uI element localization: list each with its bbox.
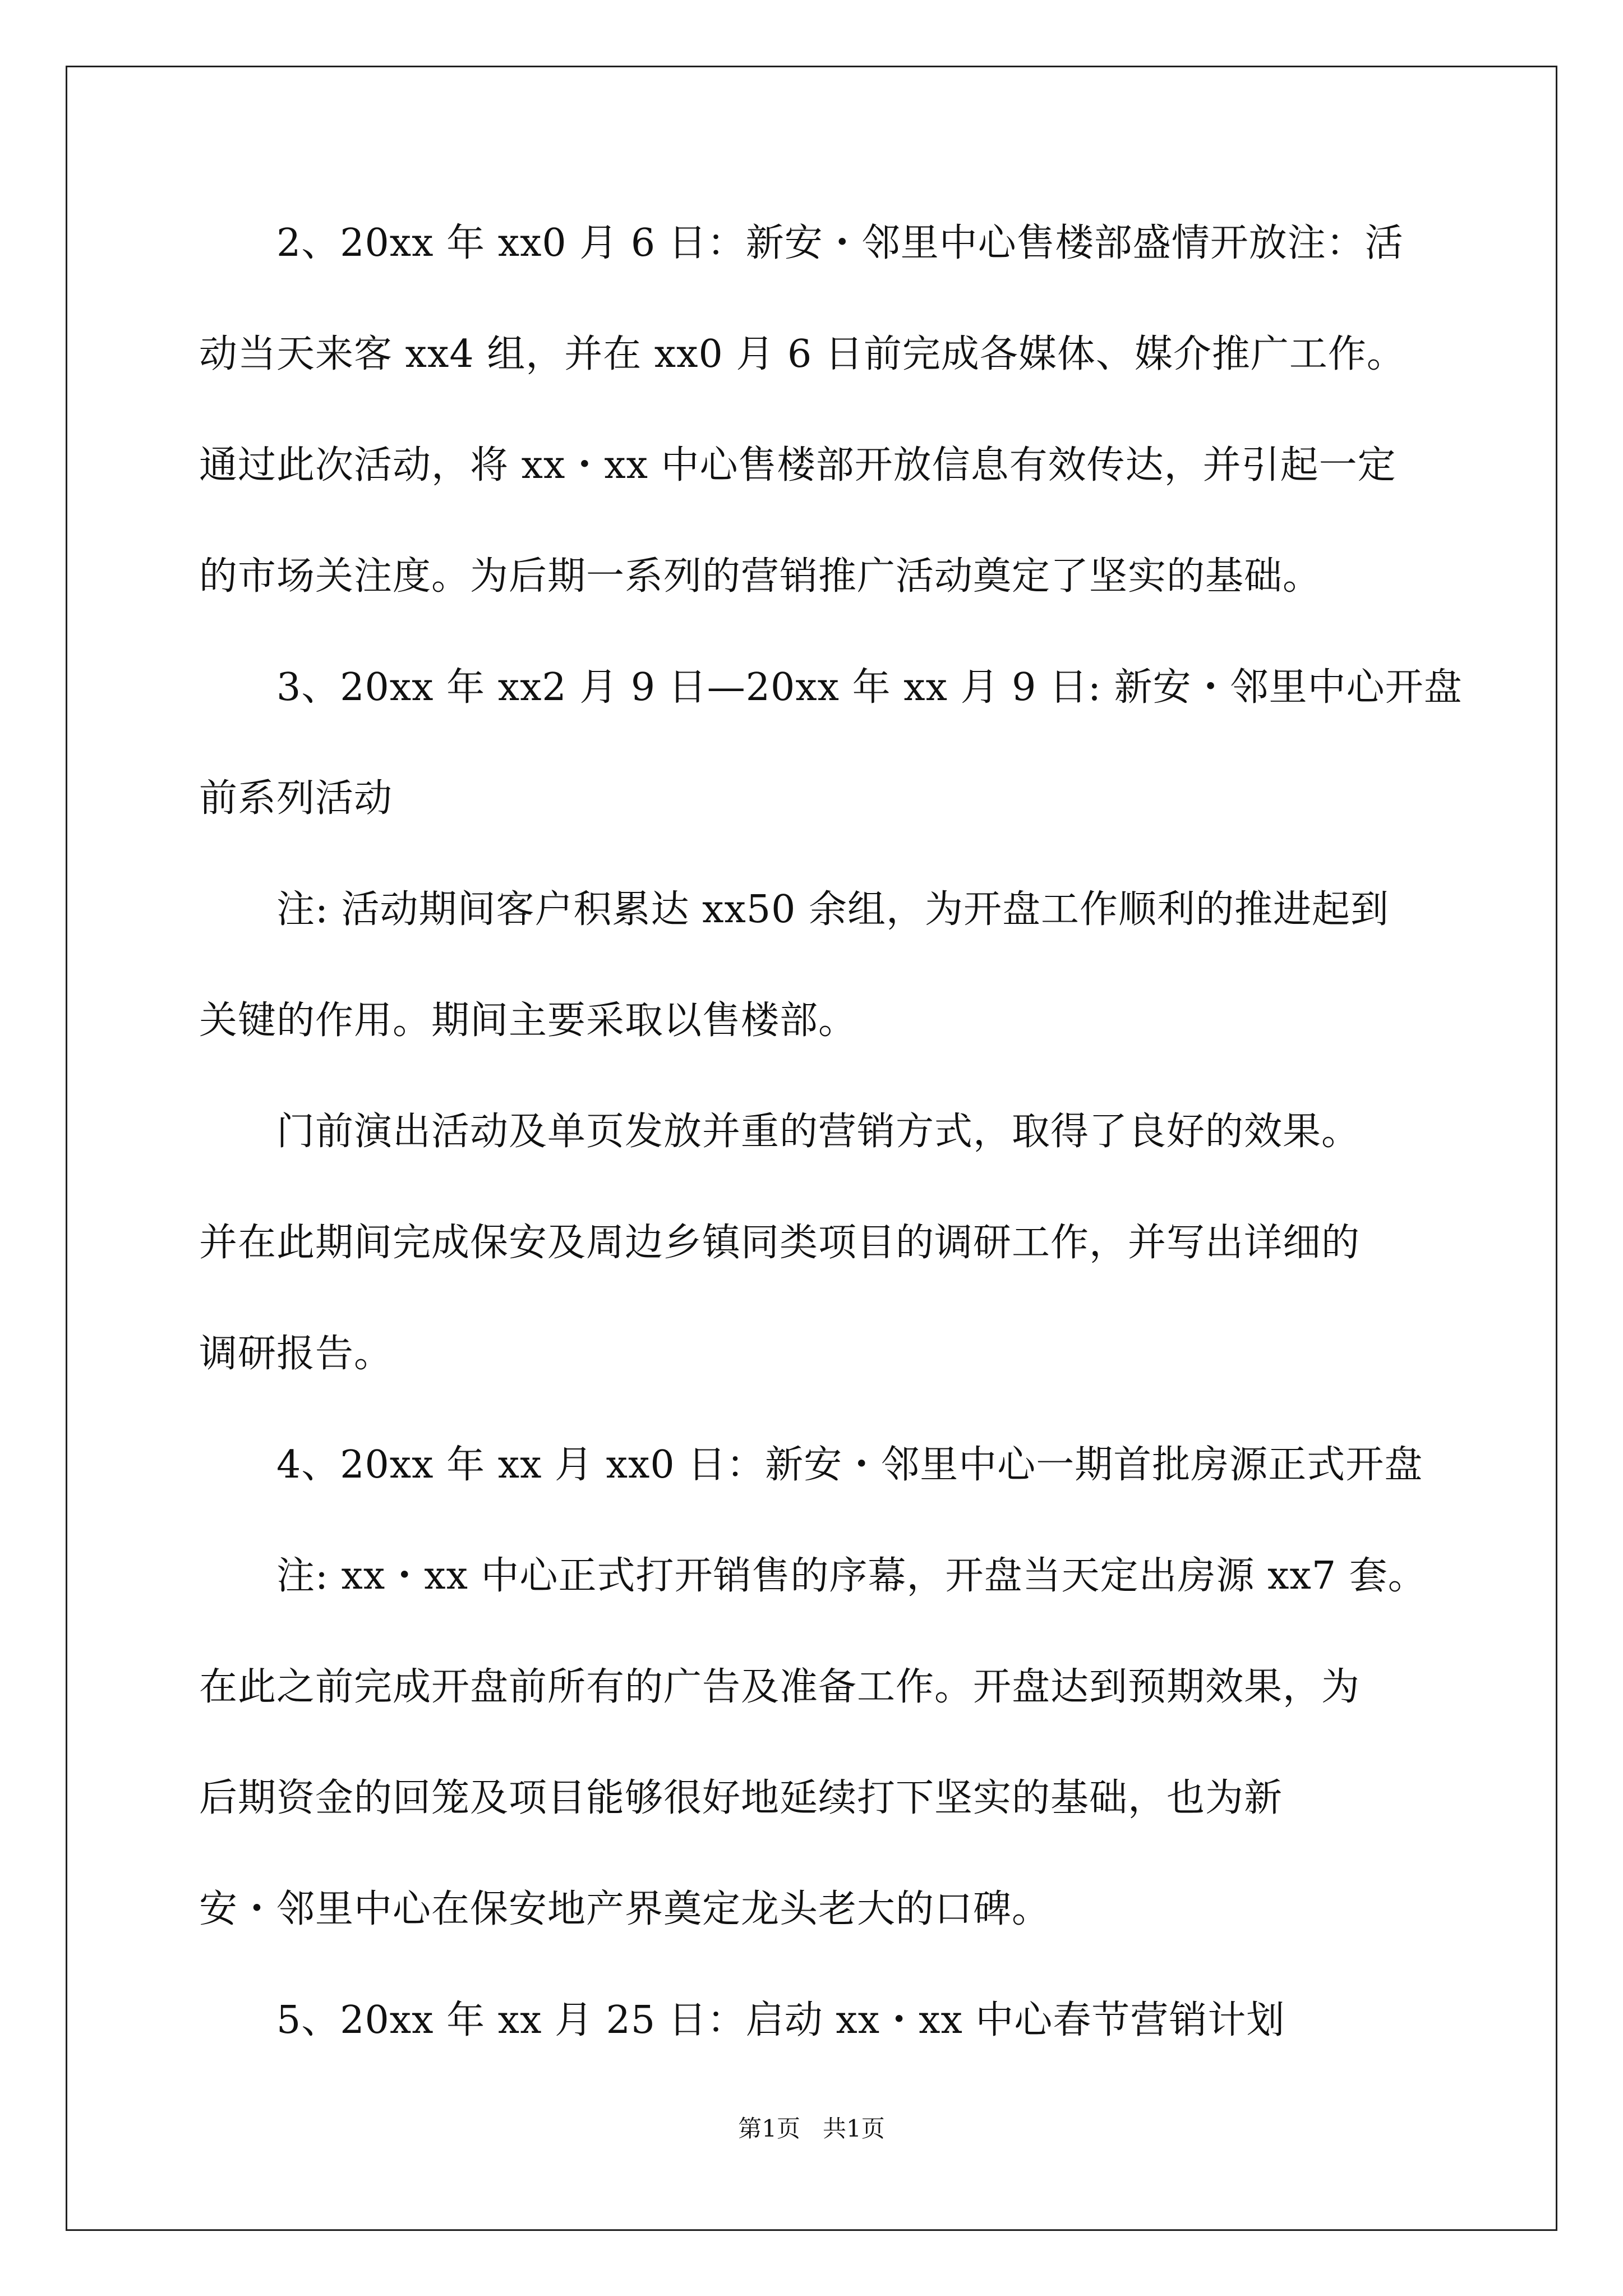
page-total: 共1页 (823, 2115, 885, 2142)
text-line: 注: 活动期间客户积累达 xx50 余组，为开盘工作顺利的推进起到 (199, 887, 1389, 932)
text-line: 注: xx・xx 中心正式打开销售的序幕，开盘当天定出房源 xx7 套。 (199, 1554, 1427, 1598)
text-line: 后期资金的回笼及项目能够很好地延续打下坚实的基础，也为新 (199, 1776, 1283, 1820)
text-line: 在此之前完成开盘前所有的广告及准备工作。开盘达到预期效果，为 (199, 1665, 1361, 1709)
text-line: 关键的作用。期间主要采取以售楼部。 (199, 999, 857, 1043)
text-line: 前系列活动 (199, 776, 393, 821)
document-body (199, 216, 1463, 2104)
text-line: 并在此期间完成保安及周边乡镇同类项目的调研工作，并写出详细的 (199, 1221, 1361, 1265)
text-line: 4、20xx 年 xx 月 xx0 日：新安・邻里中心一期首批房源正式开盘 (199, 1443, 1423, 1487)
text-line: 安・邻里中心在保安地产界奠定龙头老大的口碑。 (199, 1887, 1051, 1931)
text-line: 3、20xx 年 xx2 月 9 日—20xx 年 xx 月 9 日: 新安・邻里中心开盘 (199, 665, 1463, 710)
text-line: 通过此次活动，将 xx・xx 中心售楼部开放信息有效传达，并引起一定 (199, 443, 1396, 487)
text-line: 5、20xx 年 xx 月 25 日：启动 xx・xx 中心春节营销计划 (199, 1998, 1285, 2042)
page-footer (0, 2115, 1623, 2143)
text-line: 调研报告。 (199, 1332, 393, 1376)
text-line: 的市场关注度。为后期一系列的营销推广活动奠定了坚实的基础。 (199, 554, 1322, 599)
text-line: 门前演出活动及单页发放并重的营销方式，取得了良好的效果。 (199, 1110, 1361, 1154)
page-number: 第1页 (738, 2115, 800, 2142)
text-line: 动当天来客 xx4 组，并在 xx0 月 6 日前完成各媒体、媒介推广工作。 (199, 332, 1405, 376)
text-line: 2、20xx 年 xx0 月 6 日：新安・邻里中心售楼部盛情开放注：活 (199, 221, 1404, 265)
